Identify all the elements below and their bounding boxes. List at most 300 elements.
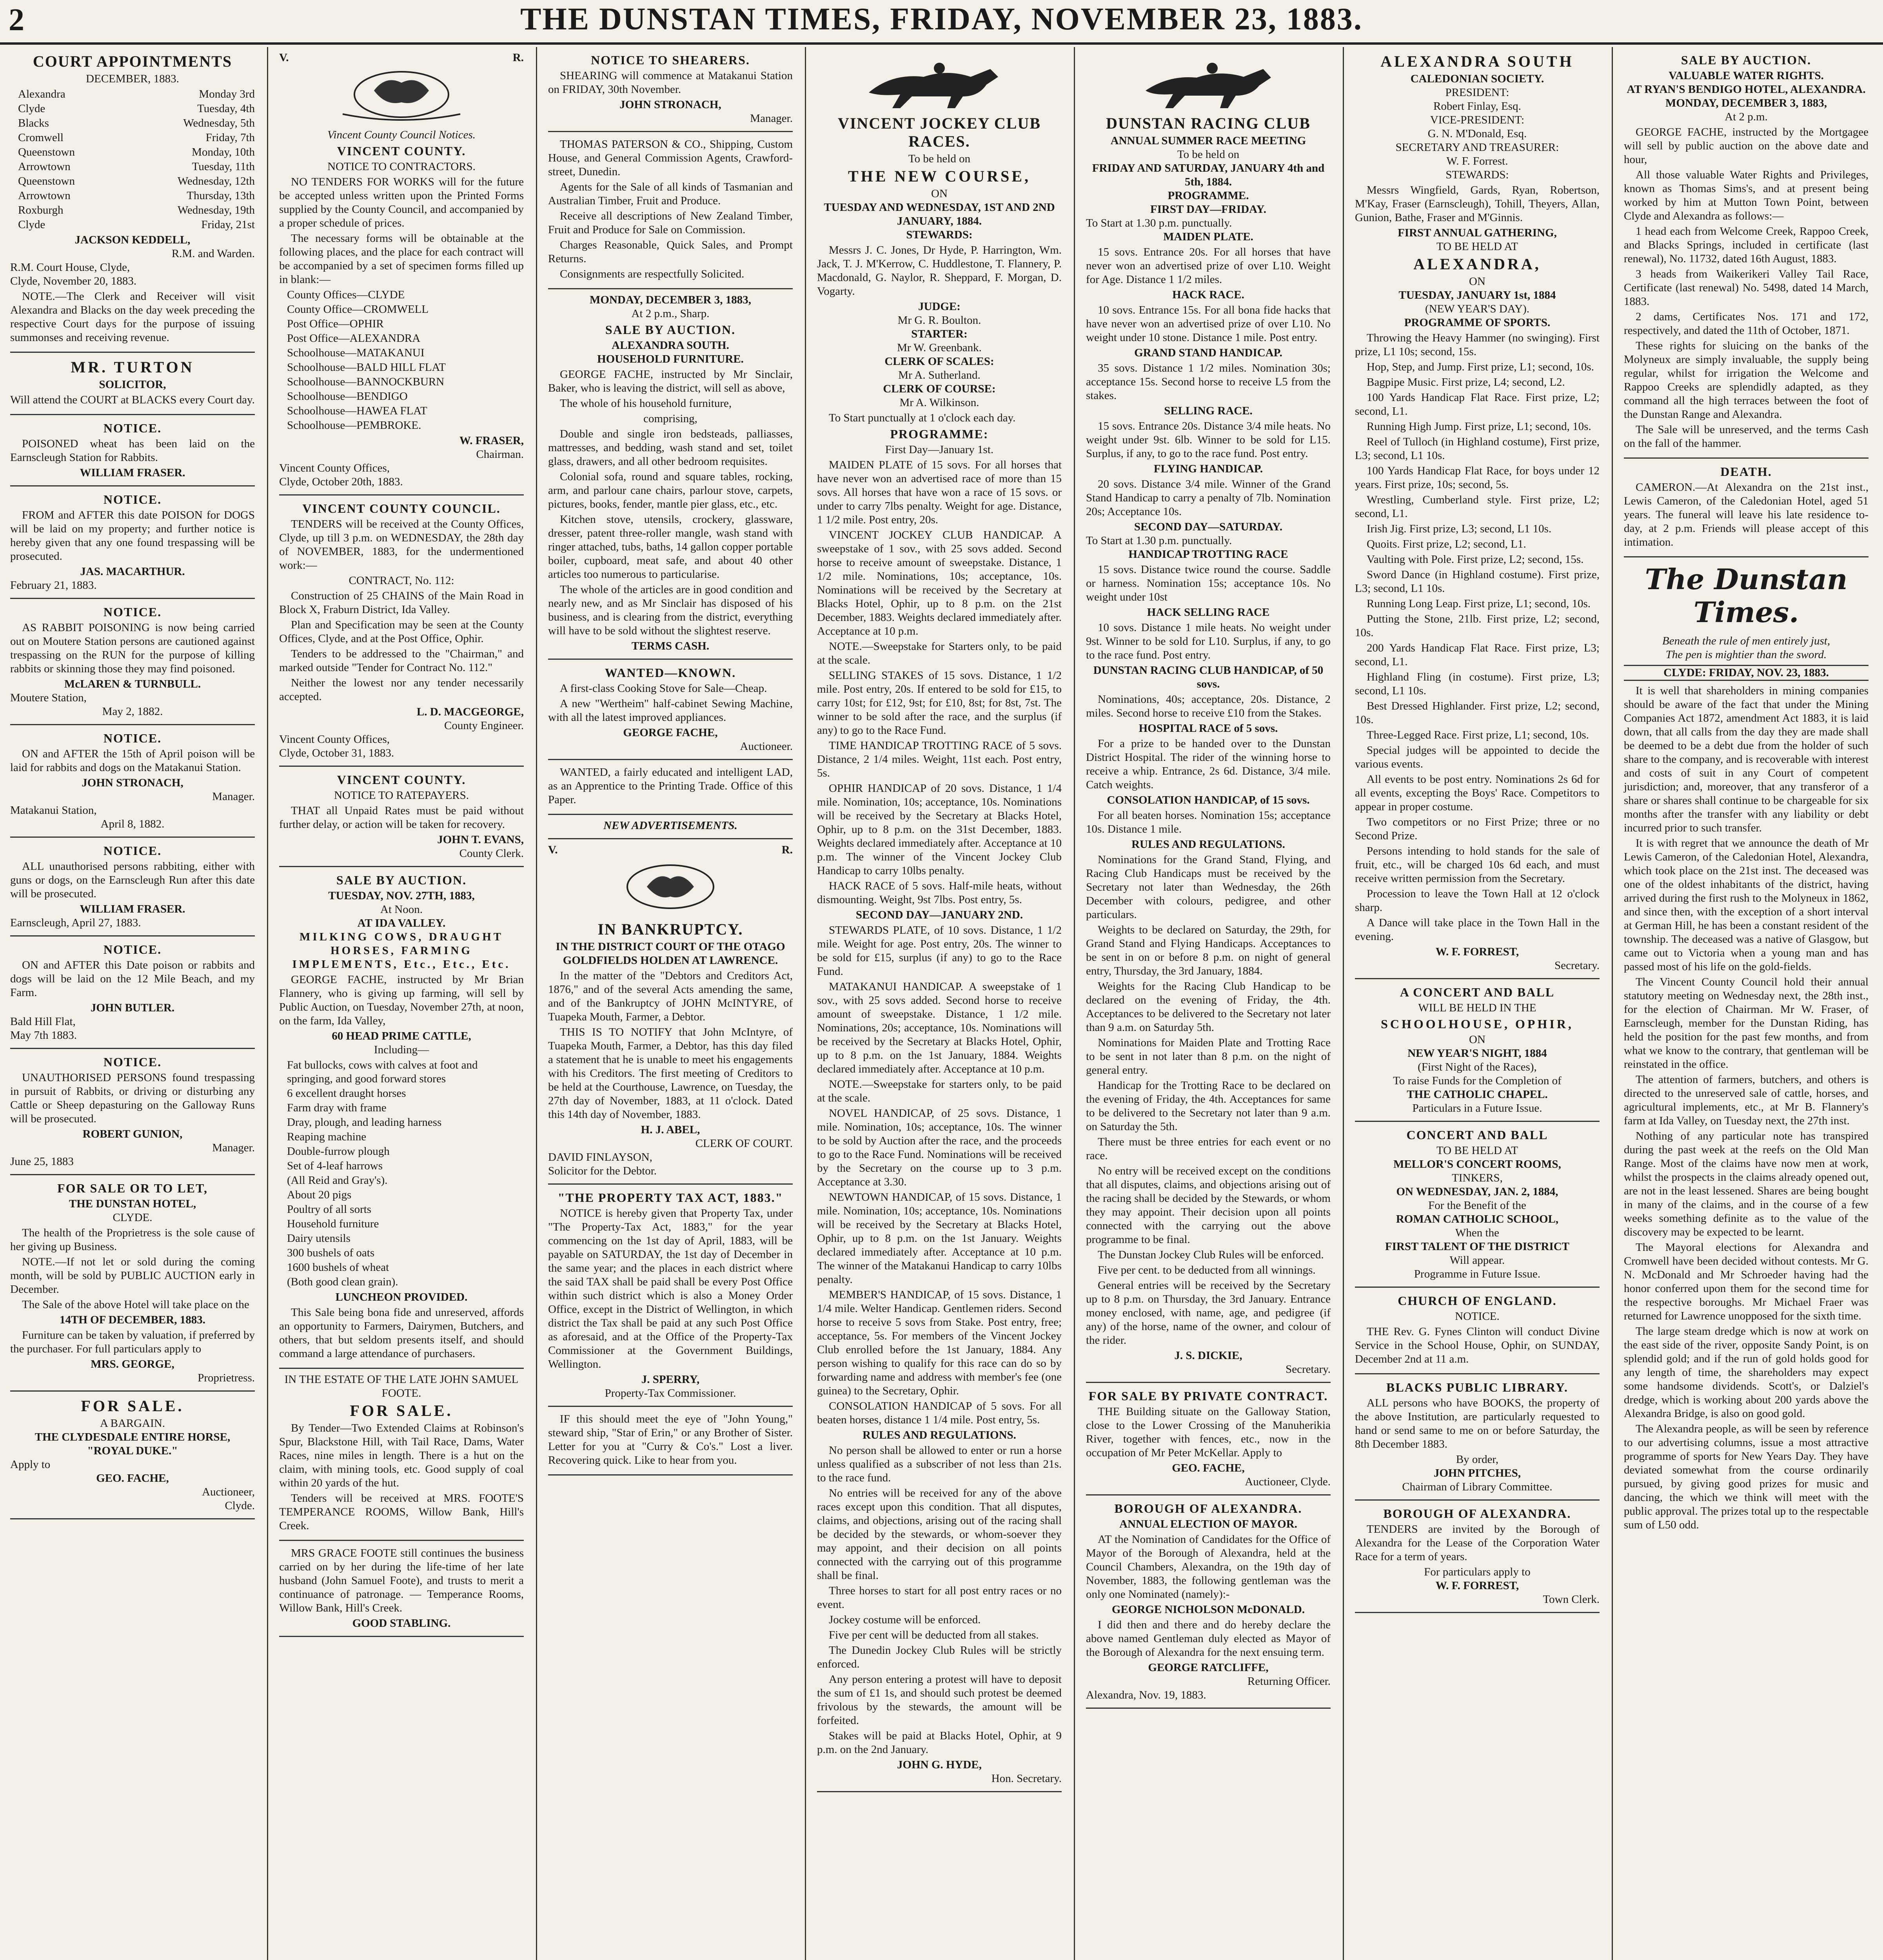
address: R.M. Court House, Clyde, <box>10 261 130 274</box>
ad-body: THE Building situate on the Galloway Station, close to the Lower Crossing of the Manuherikia River, together with fences, etc., now in the occupation of Mr Peter McKellar. Apply to <box>1086 1405 1331 1459</box>
list-item: Fat bullocks, cows with calves at foot and springing, and good forward stores <box>287 1059 478 1085</box>
ad-body: Colonial sofa, round and square tables, rocking, arm, and parlour cane chairs, parlour stove, carpets, pictures, books, fender, mantle pier glass, etc., etc. <box>548 470 793 510</box>
signature: GEO. FACHE, <box>96 1472 169 1485</box>
race-name: HOSPITAL RACE of 5 sovs. <box>1139 722 1278 735</box>
ad-title: NOTICE. <box>103 1055 162 1069</box>
event-entry: 200 Yards Handicap Flat Race. First prize, L3; second, L1. <box>1355 642 1600 668</box>
private-contract-ad <box>1086 1383 1331 1495</box>
signature-role: Auctioneer, <box>202 1486 255 1498</box>
stewards: Messrs J. C. Jones, Dr Hyde, P. Harrington, Wm. Jack, T. J. M'Kerrow, C. Huddlestone, T. Flannery, P. Macdonald, G. Naylor, R. Sheppard, F. Morgan, D. Vogarty. <box>817 244 1062 298</box>
race-entry: STEWARDS PLATE, of 10 sovs. Distance, 1 1/2 mile. Weight for age. Post entry, 20s. The winner to be sold for £15, surplus (if any) to go to the Race Fund. <box>817 924 1062 978</box>
starter: Mr W. Greenbank. <box>897 341 982 354</box>
rules-list <box>817 1444 1062 1757</box>
ad-title: CONCERT AND BALL <box>1406 1128 1548 1142</box>
race-entry: 20 sovs. Distance 3/4 mile. Winner of the Grand Stand Handicap to carry a penalty of 7lb. Nomination 20s; Acceptance 10s. <box>1086 478 1331 518</box>
paterson-ad <box>548 132 793 289</box>
bankruptcy-ad <box>548 839 793 1185</box>
day-heading: FIRST DAY—FRIDAY. <box>1150 203 1266 216</box>
event-entry: Three-Legged Race. First prize, L1; second, 10s. <box>1367 729 1589 741</box>
races-list <box>1086 548 1331 836</box>
ad-body: A new "Wertheim" half-cabinet Sewing Machine, with all the latest improved appliances. <box>548 697 793 724</box>
new-advertisements-heading <box>548 815 793 839</box>
event-entry: Running Long Leap. First prize, L1; second, 10s. <box>1367 597 1591 610</box>
ad-body: CAMERON.—At Alexandra on the 21st inst., Lewis Cameron, of the Caledonian Hotel, aged 51 years. The funeral will leave his late residence to-day, at 2 p.m. Friends will please accept of this intimation. <box>1624 481 1868 548</box>
races-list <box>817 924 1062 1427</box>
schedule-place: Clyde <box>18 218 45 231</box>
ratepayers-ad <box>279 767 524 867</box>
signature-role: Manager. <box>212 1142 255 1154</box>
solicitor: DAVID FINLAYSON, <box>548 1151 652 1163</box>
race-entry: For a prize to be handed over to the Dunstan District Hospital. The rider of the winning horse to receive a whip. Entrance, 2s 6d. Distance, 3/4 mile. Catch weights. <box>1086 737 1331 791</box>
turton-ad <box>10 353 255 415</box>
items-list <box>287 1058 524 1289</box>
vice-president: G. N. M'Donald, Esq. <box>1427 127 1527 140</box>
clerk: Mr A. Sutherland. <box>898 369 981 381</box>
ad-body: Receive all descriptions of New Zealand Timber, Fruit and Produce for Sale on Commission. <box>548 210 793 236</box>
race-entry: 15 sovs. Entrance 20s. Distance 3/4 mile heats. No weight under 9st. 6lb. Winner to be sold for L15. Surplus, if any, to go to the race fund. Post entry. <box>1086 420 1331 460</box>
list-item: Household furniture <box>287 1218 379 1230</box>
signature: GEORGE RATCLIFFE, <box>1148 1661 1269 1674</box>
ad-body: The Sale will be unreserved, and the terms Cash on the fall of the hammer. <box>1624 423 1868 450</box>
ad-subtitle: TO BE HELD AT <box>1436 1144 1518 1157</box>
luncheon: LUNCHEON PROVIDED. <box>335 1291 468 1303</box>
race-name: HANDICAP TROTTING RACE <box>1128 548 1288 561</box>
list-item: (Both good clean grain). <box>287 1276 398 1288</box>
ad-body: Double and single iron bedsteads, palliasses, mattresses, and bedding, wash stand and set, toilet glass, drawers, and all other bedroom requisites. <box>548 428 793 468</box>
ad-title: CHURCH OF ENGLAND. <box>1398 1294 1557 1308</box>
ad-body: FROM and AFTER this date POISON for DOGS will be laid on my property; and further notice is hereby given that any one found trespassing will be prosecuted. <box>10 509 255 563</box>
dateline: CLYDE: FRIDAY, NOV. 23, 1883. <box>1624 665 1868 681</box>
programme-heading: PROGRAMME OF SPORTS. <box>1404 316 1551 329</box>
ad-body: Consignments are respectfully Solicited. <box>560 268 744 280</box>
schedule-day: Wednesday, 5th <box>183 117 255 129</box>
signature-role: CLERK OF COURT. <box>695 1137 793 1150</box>
date: MONDAY, DECEMBER 3, 1883, <box>1665 97 1827 109</box>
date-note: (First Night of the Races), <box>1418 1061 1537 1073</box>
signature-role: Manager. <box>750 112 793 125</box>
start-time: To Start punctually at 1 o'clock each day. <box>829 412 1016 424</box>
ad-body: Construction of 25 CHAINS of the Main Road in Block X, Fraburn District, Ida Valley. <box>279 590 524 616</box>
date: Earnscleugh, April 27, 1883. <box>10 916 141 929</box>
ad-body: NOTICE is hereby given that Property Tax, under "The Property-Tax Act, 1883," for the year commencing on the 1st day of April, 1883, will be payable on SATURDAY, the 1st day of December in the same year; and the places in each district where the said TAX shall be paid shall be every Post Office within such district which is also a Money Order Office, except in the District of Wellington, in which district the Tax shall be paid at any such Post Office as aforesaid, and at the Office of the Property-Tax Commissioner at the Government Buildings, Wellington. <box>548 1207 793 1370</box>
ad-subtitle: ANNUAL ELECTION OF MAYOR. <box>1119 1518 1297 1530</box>
list-item: Schoolhouse—BALD HILL FLAT <box>287 361 446 374</box>
schedule-row <box>18 145 255 159</box>
ad-title: IN THE ESTATE OF THE LATE JOHN SAMUEL FOOTE. <box>284 1373 519 1399</box>
ad-body: Charges Reasonable, Quick Sales, and Prompt Returns. <box>548 239 793 265</box>
ad-title: VINCENT COUNTY. <box>337 773 466 787</box>
schedule-place: Alexandra <box>18 88 65 100</box>
ad-body: THIS IS TO NOTIFY that John McIntyre, of Tuapeka Mouth, Farmer, a Debtor, has this day filed a statement that he is unable to meet his engagements with his Creditors. The first meeting of Creditors to be held at the Courthouse, Lawrence, on Tuesday, the 27th day of November, 1883, at 11 o'clock. Dated this 14th day of November, 1883. <box>548 1026 793 1121</box>
signature: J. S. DICKIE, <box>1174 1349 1242 1362</box>
ad-body: This Sale being bona fide and unreserved, affords an opportunity to Farmers, Dairymen, Butchers, and others, that but seldom presents itself, and should command a large attendance of purchasers. <box>279 1306 524 1360</box>
event-entry: Best Dressed Highlander. First prize, L2; second, 10s. <box>1355 700 1600 726</box>
concert-ophir-ad <box>1355 979 1600 1122</box>
ad-title: NOTICE. <box>103 942 162 956</box>
ad-body: MRS GRACE FOOTE still continues the business carried on by her during the life-time of her late husband (John Samuel Foote), and trusts to merit a continuance of patronage. — Temperance Rooms, Willow Bank, Hill's Creek. <box>279 1547 524 1614</box>
ad-subtitle: VALUABLE WATER RIGHTS. <box>1669 69 1824 82</box>
day-heading: SECOND DAY—SATURDAY. <box>1134 521 1283 533</box>
signature: ROBERT GUNION, <box>82 1128 183 1140</box>
wanted-known-ad <box>548 660 793 760</box>
schedule-place: Roxburgh <box>18 204 64 216</box>
signature: WILLIAM FRASER. <box>80 466 185 479</box>
president: Robert Finlay, Esq. <box>1433 100 1521 113</box>
date: 14TH OF DECEMBER, 1883. <box>60 1314 205 1326</box>
ad-body: Furniture can be taken by valuation, if preferred by the purchaser. For full particulars apply to <box>10 1329 255 1355</box>
place: Bald Hill Flat, <box>10 1015 76 1028</box>
race-name: MAIDEN PLATE. <box>1163 230 1253 243</box>
death-notice <box>1624 459 1868 557</box>
schedule-row <box>18 218 255 232</box>
signature-role: Secretary. <box>1286 1363 1331 1376</box>
race-entry: CONSOLATION HANDICAP of 5 sovs. For all beaten horses, distance 1 1/4 mile. Post entry, 5s. <box>817 1400 1062 1426</box>
ad-body: THOMAS PATERSON & CO., Shipping, Custom House, and General Commission Agents, Crawford-street, Dunedin. <box>548 138 793 178</box>
office: Vincent County Offices, <box>279 733 390 746</box>
ad-title: SALE BY AUCTION. <box>605 323 736 337</box>
race-name: HACK SELLING RACE <box>1147 606 1270 619</box>
ad-title: WANTED—KNOWN. <box>605 666 736 680</box>
apprentice-ad <box>548 760 793 815</box>
ad-body: GEORGE FACHE, instructed by the Mortgagee will sell by public auction on the above date and hour, <box>1624 126 1868 166</box>
ad-title: NOTICE. <box>103 492 162 506</box>
ad-body: Kitchen stove, utensils, crockery, glassware, dresser, patent three-roller mangle, wash stand with ringer attached, tubs, baths, 14 gallon copper portable boiler, cupboard, meat safe, and about 40 other articles too numerous to particularise. <box>548 513 793 581</box>
date: February 21, 1883. <box>10 579 97 592</box>
footer: Particulars in a Future Issue. <box>1412 1102 1542 1114</box>
schedule-place: Cromwell <box>18 131 64 144</box>
events-list <box>1355 331 1600 742</box>
signature: JOHN STRONACH, <box>619 98 721 111</box>
signature-role: Secretary. <box>1554 959 1600 972</box>
place: Matakanui Station, <box>10 804 97 817</box>
ad-body: A Dance will take place in the Town Hall in the evening. <box>1355 916 1600 943</box>
list-item: 300 bushels of oats <box>287 1247 375 1259</box>
signature: McLAREN & TURNBULL. <box>64 678 201 690</box>
apply: For particulars apply to <box>1424 1566 1531 1578</box>
race-entry: 10 sovs. Distance 1 mile heats. No weight under 9st. Winner to be sold for L10. Surplus, if any, to go to the race fund. Post entry. <box>1086 621 1331 661</box>
church-notice-ad <box>1355 1288 1600 1374</box>
royal-arms-crest-icon <box>284 67 519 126</box>
comprising: comprising, <box>643 412 697 425</box>
schedule-place: Queenstown <box>18 175 75 187</box>
ad-body: Neither the lowest nor any tender necessarily accepted. <box>279 677 524 703</box>
ad-body: AT the Nomination of Candidates for the Office of Mayor of the Borough of Alexandra, held at the Council Chambers, Alexandra, on the 19th day of November, 1883, the following gentleman was the only one Nominated (namely):- <box>1086 1533 1331 1601</box>
ad-title: BOROUGH OF ALEXANDRA. <box>1114 1501 1302 1515</box>
date: June 25, 1883 <box>10 1155 74 1168</box>
schedule-row <box>18 102 255 116</box>
rule-entry: Jockey costume will be enforced. <box>829 1613 981 1626</box>
ad-title: "THE PROPERTY TAX ACT, 1883." <box>557 1191 783 1205</box>
place: AT IDA VALLEY. <box>357 917 446 929</box>
rule-entry: Three horses to start for all post entry races or no event. <box>817 1584 1062 1611</box>
ida-valley-auction-ad <box>279 867 524 1369</box>
horse-name: "ROYAL DUKE." <box>87 1445 178 1457</box>
column-3 <box>538 47 803 1960</box>
ad-body: IF this should meet the eye of "John Young," steward ship, "Star of Erin," or any Brother of Sister. Letter for you at "Curry & Co's." Lost a liver. Recovering quick. Like to hear from you. <box>548 1413 793 1466</box>
racehorse-icon <box>822 53 1057 112</box>
rules-heading: RULES AND REGULATIONS. <box>1131 838 1285 851</box>
signature: JOHN PITCHES, <box>1433 1467 1521 1479</box>
race-name: CONSOLATION HANDICAP, of 15 sovs. <box>1107 794 1310 806</box>
ad-body: These rights for sluicing on the banks of the Molyneux are simply invaluable, the supply being regular, whilst for irrigation the Welcome and Rappoo Creeks are splendidly adapted, as they command all the high terraces between the foot of the Dunstan Range and Alexandra. <box>1624 339 1868 421</box>
date: MONDAY, DECEMBER 3, 1883, <box>590 294 751 306</box>
notice-ad <box>10 486 255 599</box>
race-name: DUNSTAN RACING CLUB HANDICAP, of 50 sovs. <box>1093 664 1324 690</box>
race-entry: 15 sovs. Entrance 20s. For all horses that have never won an advertised prize of over L10. Weight for Age. Distance 1 1/2 miles. <box>1086 246 1331 286</box>
ad-body: NO TENDERS FOR WORKS will for the future be accepted unless written upon the Printed Forms supplied by the County Council, and accompanied by a proper schedule of prices. <box>279 176 524 229</box>
signature: JOHN STRONACH, <box>82 777 183 789</box>
motto: The pen is mightier than the sword. <box>1665 648 1827 661</box>
when: When the <box>1455 1227 1499 1239</box>
ad-title: VINCENT COUNTY COUNCIL. <box>302 501 501 515</box>
schedule-day: Tuesday, 4th <box>197 102 255 115</box>
list-item: Dairy utensils <box>287 1232 350 1245</box>
vincent-jockey-club-ad <box>817 47 1062 1792</box>
ad-subtitle: A BARGAIN. <box>100 1417 165 1430</box>
mayor-name: GEORGE NICHOLSON McDONALD. <box>1111 1603 1305 1616</box>
ad-subtitle: To be held on <box>908 152 971 165</box>
event-entry: Throwing the Heavy Hammer (no swinging). First prize, L1 10s; second, 15s. <box>1355 332 1600 358</box>
property-tax-ad <box>548 1185 793 1407</box>
council-contractors-ad <box>279 47 524 495</box>
schedule-row <box>18 87 255 101</box>
ad-title: NOTICE. <box>103 605 162 619</box>
aim: To raise Funds for the Completion of <box>1393 1074 1562 1087</box>
race-entry: 10 sovs. Entrance 15s. For all bona fide hacks that have never won an advertised prize of over L10. No weight under 10 stone. Distance 1 mile. Post entry. <box>1086 304 1331 344</box>
vr-mark: V. <box>279 51 289 64</box>
race-name: GRAND STAND HANDICAP. <box>1134 347 1282 359</box>
event-entry: 100 Yards Handicap Flat Race, for boys under 12 years. First prize, 10s; second, 5s. <box>1355 465 1600 491</box>
editorial-paragraph: The Vincent County Council hold their annual statutory meeting on Wednesday next, the 28th inst., for the election of Chairman. Mr W. Fraser, of Earnscleugh, member for the Dunstan Riding, has held the position for the past few months, and from what we know to the contrary, that gentleman will be reinstated in the office. <box>1624 976 1868 1071</box>
signature: H. J. ABEL, <box>641 1123 700 1136</box>
ad-body: TENDERS will be received at the County Offices, Clyde, up till 3 p.m. on WEDNESDAY, the 28th day of NOVEMBER, 1883, for the undermentioned work:— <box>279 518 524 572</box>
held: To be held on <box>1177 148 1240 161</box>
event-entry: Vaulting with Pole. First prize, L2; second, 15s. <box>1367 553 1584 566</box>
ad-body: TENDERS are invited by the Borough of Alexandra for the Lease of the Corporation Water Race for a term of years. <box>1355 1523 1600 1563</box>
event-entry: Hop, Step, and Jump. First prize, L1; second, 10s. <box>1367 361 1594 373</box>
rules-heading: RULES AND REGULATIONS. <box>863 1429 1016 1441</box>
furniture-auction-ad <box>548 289 793 660</box>
event-entry: Putting the Stone, 21lb. First prize, L2; second, 10s. <box>1355 613 1600 639</box>
date: April 8, 1882. <box>100 818 165 830</box>
list-item: (All Reid and Gray's). <box>287 1174 388 1187</box>
signature-role: County Clerk. <box>459 847 524 860</box>
day-heading: First Day—January 1st. <box>885 443 994 456</box>
school: ROMAN CATHOLIC SCHOOL, <box>1396 1213 1559 1225</box>
list-item: County Office—CROMWELL <box>287 303 429 316</box>
ad-body: UNAUTHORISED PERSONS found trespassing in pursuit of Rabbits, or driving or disturbing any Cattle or Sheep depasturing on the Galloway Runs will be prosecuted. <box>10 1071 255 1125</box>
rule-entry: Five per cent. to be deducted from all winnings. <box>1098 1264 1316 1276</box>
course-clerk: Mr A. Wilkinson. <box>899 396 979 409</box>
seal-caption: Vincent County Council Notices. <box>327 129 476 141</box>
ad-title: SALE BY AUCTION. <box>336 873 467 887</box>
list-item: 6 excellent draught horses <box>287 1087 406 1100</box>
editorial-paragraph: The attention of farmers, butchers, and others is directed to the unreserved sale of cattle, horses, and agricultural implements, etc., at Mr B. Flannery's farm at Ida Valley, on Tuesday next, the 27th inst. <box>1624 1073 1868 1127</box>
ad-body: AS RABBIT POISONING is now being carried out on Moutere Station persons are cautioned against trespassing on the RUN for the purpose of killing rabbits or skinning those they may find poisoned. <box>10 621 255 675</box>
editorial-masthead: The Dunstan Times. <box>1645 563 1848 629</box>
ad-body: Tenders will be received at MRS. FOOTE'S TEMPERANCE ROOMS, Willow Bank, Hill's Creek. <box>279 1492 524 1532</box>
for: For the Benefit of the <box>1428 1199 1526 1212</box>
contract-number: CONTRACT, No. 112: <box>349 574 454 587</box>
schedule-day: Tuesday, 11th <box>192 160 255 173</box>
course-clerk-label: CLERK OF COURSE: <box>883 383 996 395</box>
ad-subtitle: FOR SALE. <box>350 1402 453 1419</box>
starter-label: STARTER: <box>911 328 968 340</box>
rule-entry: Stakes will be paid at Blacks Hotel, Ophir, at 9 p.m. on the 2nd January. <box>817 1730 1062 1756</box>
place: ALEXANDRA, <box>1413 255 1541 273</box>
cattle-heading: 60 HEAD PRIME CATTLE, <box>332 1030 471 1042</box>
list-item: 2 dams, Certificates Nos. 171 and 172, respectively, and dated the 11th of October, 1871. <box>1624 310 1868 337</box>
schedule-day: Thursday, 13th <box>187 189 255 202</box>
ad-title: COURT APPOINTMENTS <box>33 53 232 70</box>
ad-body: SHEARING will commence at Matakanui Station on FRIDAY, 30th November. <box>548 69 793 96</box>
event-entry: Reel of Tulloch (in Highland costume), First prize, L3; second, L1 10s. <box>1355 436 1600 462</box>
races-list <box>1086 230 1331 519</box>
ad-body: By Tender—Two Extended Claims at Robinson's Spur, Blackstone Hill, with Tail Race, Dams, Water Races, nine miles in length. There is a hut on the claim, with mining tools, etc. Good supply of coal within 20 yards of the hut. <box>279 1422 524 1489</box>
foote-estate-ad <box>279 1369 524 1541</box>
on-label: ON <box>931 187 948 200</box>
race-entry: NOTE.—Sweepstake for Starters only, to be paid at the scale. <box>817 640 1062 666</box>
race-entry: NOTE.—Sweepstake for starters only, to be paid at the scale. <box>817 1078 1062 1104</box>
notice-ad <box>10 725 255 838</box>
date: Clyde, October 31, 1883. <box>279 747 394 759</box>
ad-subtitle: SOLICITOR, <box>99 378 166 391</box>
rule-entry: No entries will be received for any of the above races except upon this condition. That all disputes, claims, and objections, arising out of the racing shall be decided by the stewards, or whom-soever they may appoint, and their decision on all points connected with the carrying out of this programme shall be final. <box>817 1487 1062 1582</box>
office: Vincent County Offices, <box>279 462 390 474</box>
schedule-day: Wednesday, 19th <box>177 204 255 216</box>
by-order: By order, <box>1456 1453 1499 1466</box>
ad-title: BOROUGH OF ALEXANDRA. <box>1383 1506 1571 1521</box>
vr-mark: R. <box>781 844 793 856</box>
editorial-paragraph: It is well that shareholders in mining companies should be aware of the fact that under the Mining Companies Act 1872, amendment Act 1883, it is laid down, that all calls from the day they are made shall be deemed to be a debt due from the holder of such share to the company, and is recoverable with interest and costs of suit in any Court of competent jurisdiction; and, moreover, that any transferor of a share or shares shall continue to be chargeable for six months after the transfer with any liability or debt incurred prior to such transfer. <box>1624 684 1868 834</box>
signature-role: R.M. and Warden. <box>171 247 255 260</box>
ad-title: DEATH. <box>1720 465 1772 479</box>
note: NOTE.—If not let or sold during the coming month, will be sold by PUBLIC AUCTION early in December. <box>10 1256 255 1296</box>
signature: W. F. FORREST, <box>1435 946 1519 958</box>
personal-notice-ad <box>548 1407 793 1475</box>
event-entry: Highland Fling (in costume). First prize, L3; second, L1 10s. <box>1355 671 1600 697</box>
talent: FIRST TALENT OF THE DISTRICT <box>1385 1240 1570 1253</box>
signature: JAS. MACARTHUR. <box>80 565 185 578</box>
rule-entry: No person shall be allowed to enter or run a horse unless qualified as a subscriber of not less than 21s. to the race fund. <box>817 1444 1062 1484</box>
date: Alexandra, Nov. 19, 1883. <box>1086 1689 1206 1701</box>
event-entry: Irish Jig. First prize, L3; second, L1 10s. <box>1367 523 1552 535</box>
ad-title: VINCENT COUNTY. <box>337 144 466 158</box>
schedule-day: Friday, 7th <box>205 131 255 144</box>
places-list <box>287 288 524 432</box>
event-entry: Wrestling, Cumberland style. First prize, L2; second, L1. <box>1355 494 1600 520</box>
chapel: THE CATHOLIC CHAPEL. <box>1407 1088 1548 1101</box>
ad-body: The Sale of the above Hotel will take place on the <box>22 1298 249 1311</box>
horse-ad <box>10 1392 255 1519</box>
on-label: ON <box>1469 1033 1485 1046</box>
ad-body: ON and AFTER the 15th of April poison will be laid for rabbits and dogs on the Matakanui Station. <box>10 748 255 774</box>
court-name: IN THE DISTRICT COURT OF THE OTAGO GOLDFIELDS HOLDEN AT LAWRENCE. <box>556 940 785 967</box>
water-rights-auction-ad <box>1624 47 1868 459</box>
rule-entry: Weights to be declared on Saturday, the 29th, for Grand Stand and Flying Handicaps. Acceptances to be sent in on or before 8 p.m. on night of general entry, Thursday, the 3rd January, 1884. <box>1086 924 1331 977</box>
ad-body: Two competitors or no First Prize; three or no Second Prize. <box>1355 816 1600 842</box>
list-item: 3 heads from Waikerikeri Valley Tail Race, Certificate (last renewal) No. 5498, dated 14 March, 1883. <box>1624 268 1868 308</box>
ad-title: VINCENT JOCKEY CLUB RACES. <box>837 114 1041 150</box>
race-entry: MEMBER'S HANDICAP, of 15 sovs. Distance, 1 1/4 mile. Welter Handicap. Gentlemen riders. Second horse to receive 5 sovs from Stake. Post entry, free; acceptance, 5s. For members of the Vincent Jockey Club enrolled before the 1st January, 1884. Any person wishing to qualify for this race can do so by forwarding name and address with member's fee (one guinea) to the Secretary, Ophir. <box>817 1289 1062 1397</box>
clerk-label: CLERK OF SCALES: <box>884 355 994 368</box>
date: TUESDAY, NOV. 27TH, 1883, <box>328 889 475 902</box>
schedule-day: Wednesday, 12th <box>177 175 255 187</box>
stewards: Messrs Wingfield, Gards, Ryan, Robertson, M'Kay, Fraser (Earnscleugh), Tohill, Theyers, Allan, Gunion, Bathe, Fraser and M'Ginnis. <box>1355 184 1600 224</box>
place: SCHOOLHOUSE, OPHIR, <box>1381 1017 1574 1031</box>
ad-subtitle: NOTICE TO CONTRACTORS. <box>327 160 476 173</box>
list-item: Schoolhouse—HAWEA FLAT <box>287 405 427 417</box>
ad-title: FOR SALE BY PRIVATE CONTRACT. <box>1088 1389 1328 1403</box>
court-schedule <box>18 87 255 232</box>
race-entry: HACK RACE of 5 sovs. Half-mile heats, without dismounting. Weight, 9st 7lbs. Post entry, 5s. <box>817 880 1062 906</box>
signature: JOHN T. EVANS, <box>437 833 524 846</box>
race-entry: OPHIR HANDICAP of 20 sovs. Distance, 1 1/4 mile. Nomination, 10s; acceptance, 10s. Nominations will be received by the Secretary at Blacks Hotel, Ophir, up to 8 p.m. on the 31st December, 1883. Weights declared immediately after. Acceptance at 10 p.m. The winner of the Vincent Jockey Club Handicap to carry 10lbs penalty. <box>817 782 1062 877</box>
event-entry: Bagpipe Music. First prize, L4; second, L2. <box>1367 376 1565 388</box>
ad-title: IN BANKRUPTCY. <box>597 920 743 938</box>
ad-body: POISONED wheat has been laid on the Earnscleugh Station for Rabbits. <box>10 437 255 464</box>
signature-role: Town Clerk. <box>1543 1593 1600 1606</box>
secretary: W. F. Forrest. <box>1446 155 1508 167</box>
signature: W. FRASER, <box>459 434 524 447</box>
ad-title: NOTICE. <box>103 731 162 745</box>
race-entry: NEWTOWN HANDICAP, of 15 sovs. Distance, 1 mile. Nomination, 10s; acceptance, 10s. Nominations will be received by the Secretary at Blacks Hotel, Ophir, up to 8 p.m. on the 1st January. Weights declared immediately after. Acceptance at 10 p.m. The winner of the Matakanui Handicap to carry 10lbs penalty. <box>817 1191 1062 1286</box>
ad-title: FOR SALE OR TO LET, <box>57 1181 208 1195</box>
race-entry: VINCENT JOCKEY CLUB HANDICAP. A sweepstake of 1 sov., with 25 sovs added. Second horse to receive amount of sweepstake. Distance, 1 1/2 mile. Nominations, 10s; acceptance, 10s. Nominations will be received by the Secretary at Blacks Hotel, Ophir, up to 8 p.m. on the 21st December, 1883. Weights declared immediately after. Acceptance at 10 p.m. <box>817 529 1062 637</box>
date: TUESDAY AND WEDNESDAY, 1ST AND 2ND JANUARY, 1884. <box>824 201 1055 227</box>
schedule-row <box>18 203 255 217</box>
schedule-day: Monday, 10th <box>192 146 255 158</box>
ad-title: ALEXANDRA SOUTH <box>1380 53 1574 70</box>
judge: Mr G. R. Boulton. <box>897 314 981 327</box>
date: ON WEDNESDAY, JAN. 2, 1884, <box>1396 1185 1558 1198</box>
race-entry: 35 sovs. Distance 1 1/2 miles. Nomination 30s; acceptance 15s. Second horse to receive L5 from the stakes. <box>1086 362 1331 402</box>
race-entry: Nominations, 40s; acceptance, 20s. Distance, 2 miles. Second horse to receive £10 from the Stakes. <box>1086 693 1331 719</box>
mayor-election-ad <box>1086 1495 1331 1709</box>
place: CLYDE. <box>113 1211 153 1224</box>
programme-heading: PROGRAMME. <box>1168 189 1249 202</box>
hotel-name: THE DUNSTAN HOTEL, <box>69 1198 196 1210</box>
signature: MRS. GEORGE, <box>91 1358 174 1370</box>
signature-role: Proprietress. <box>198 1372 255 1384</box>
schedule-place: Queenstown <box>18 146 75 158</box>
ad-title: NOTICE TO SHEARERS. <box>591 53 750 67</box>
rule-entry: Nominations for Maiden Plate and Trotting Race to be sent in not later than 8 p.m. on the night of general entry. <box>1086 1036 1331 1076</box>
ad-body: WANTED, a fairly educated and intelligent LAD, as an Apprentice to the Printing Trade. Office of this Paper. <box>548 766 793 806</box>
stewards-label: STEWARDS: <box>906 229 973 241</box>
column-6 <box>1345 47 1610 1960</box>
rule-entry: No entry will be received except on the conditions that all disputes, claims, and objections arising out of the racing shall be decided by the Stewards, or whom they may appoint. Their decision upon all points connected with the carrying out the above programme to be final. <box>1086 1165 1331 1246</box>
list-item: 1 head each from Welcome Creek, Rappoo Creek, and Blacks Springs, included in certificate (last renewal), No. 11732, dated 16th August, 1883. <box>1624 225 1868 265</box>
ad-body: Persons intending to hold stands for the sale of fruit, etc., will be charged 10s 6d each, and must receive written permission from the Secretary. <box>1355 845 1600 885</box>
start-time: To Start at 1.30 p.m. punctually. <box>1086 534 1232 547</box>
notice-ad <box>10 599 255 725</box>
vr-mark: R. <box>512 51 524 64</box>
race-entry: SELLING STAKES of 15 sovs. Distance, 1 1/2 mile. Post entry, 20s. If entered to be sold for £15, to carry 10st; for £12, 9st; for £10, 8st; for 8st, 7st. The winner to be sold after the race, and the surplus (if any) to go to the Race Fund. <box>817 669 1062 737</box>
stabling: GOOD STABLING. <box>352 1617 451 1630</box>
dunstan-racing-club-ad <box>1086 47 1331 1383</box>
including: Including— <box>374 1044 429 1056</box>
ad-body: THAT all Unpaid Rates must be paid without further delay, or action will be taken for recovery. <box>279 804 524 831</box>
notice-ad <box>10 415 255 486</box>
section-heading: NEW ADVERTISEMENTS. <box>603 819 737 832</box>
rule-entry: Five per cent will be deducted from all stakes. <box>829 1629 1039 1641</box>
ad-body: THE CLYDESDALE ENTIRE HORSE, <box>35 1431 231 1443</box>
list-item: Double-furrow plough <box>287 1145 390 1158</box>
schedule-day: Monday 3rd <box>199 88 255 100</box>
held: TO BE HELD AT <box>1436 240 1518 253</box>
ad-body: Tenders to be addressed to the "Chairman," and marked outside "Tender for Contract No. 112." <box>279 648 524 674</box>
